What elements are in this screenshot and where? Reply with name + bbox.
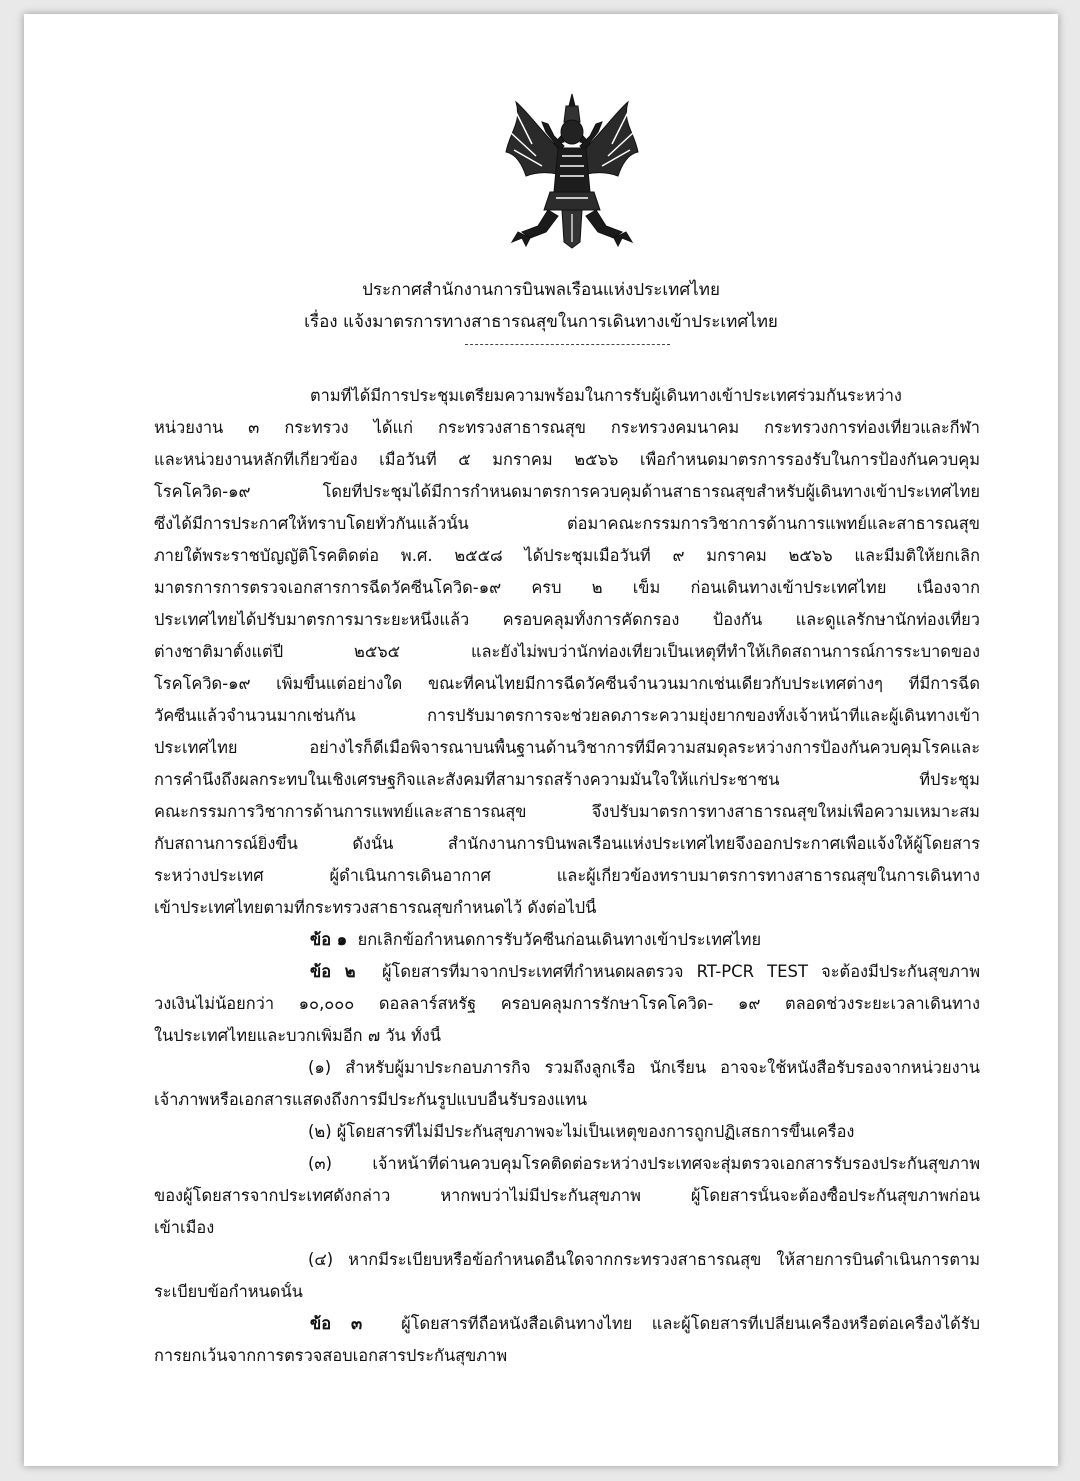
clause-3-number: ข้อ ๓ bbox=[310, 1314, 363, 1333]
paragraph-line: ประเทศไทยได้ปรับมาตรการมาระยะหนึ่งแล้ว ครอบคลุมทั้งการคัดกรอง ป้องกัน และดูแลรักษานักท่องเที่ยว bbox=[154, 610, 980, 629]
paragraph-line: ของผู้โดยสารจากประเทศดังกล่าว หากพบว่าไม่มีประกันสุขภาพ ผู้โดยสารนั้นจะต้องซื้อประกันสุขภาพก่อน bbox=[154, 1186, 980, 1205]
paragraph-line: เข้าประเทศไทยตามที่กระทรวงสาธารณสุขกำหนดไว้ ดังต่อไปนี้ bbox=[154, 898, 597, 917]
sub-item-1: (๑) สำหรับผู้มาประกอบภารกิจ รวมถึงลูกเรือ นักเรียน อาจจะใช้หนังสือรับรองจากหน่วยงาน bbox=[308, 1058, 980, 1077]
paragraph-line: และหน่วยงานหลักที่เกี่ยวข้อง เมื่อวันที่ ๕ มกราคม ๒๕๖๖ เพื่อกำหนดมาตรการรองรับในการป้องกันควบคุม bbox=[154, 450, 980, 469]
paragraph-line: คณะกรรมการวิชาการด้านการแพทย์และสาธารณสุข จึงปรับมาตรการทางสาธารณสุขใหม่เพื่อความเหมาะสม bbox=[154, 802, 980, 821]
paragraph-line: วงเงินไม่น้อยกว่า ๑๐,๐๐๐ ดอลลาร์สหรัฐ ครอบคลุมการรักษาโรคโควิด- ๑๙ ตลอดช่วงระยะเวลาเดินทาง bbox=[154, 994, 980, 1013]
clause-2-text: ผู้โดยสารที่มาจากประเทศที่กำหนดผลตรวจ RT-PCR TEST จะต้องมีประกันสุขภาพ bbox=[381, 962, 980, 981]
paragraph-line: การยกเว้นจากการตรวจสอบเอกสารประกันสุขภาพ bbox=[154, 1346, 508, 1365]
paragraph-line: โรคโควิด-๑๙ โดยที่ประชุมได้มีการกำหนดมาตรการควบคุมด้านสาธารณสุขสำหรับผู้เดินทางเข้าประเทศไทย bbox=[154, 482, 980, 501]
paragraph-line: วัคซีนแล้วจำนวนมากเช่นกัน การปรับมาตรการจะช่วยลดภาระความยุ่งยากของทั้งเจ้าหน้าที่และผู้เดินทางเข้า bbox=[154, 706, 980, 725]
paragraph-line: โรคโควิด-๑๙ เพิ่มขึ้นแต่อย่างใด ขณะที่คนไทยมีการฉีดวัคซีนจำนวนมากเช่นเดียวกับประเทศต่างๆ ที่มีการฉีด bbox=[154, 674, 980, 693]
paragraph-line: ตามที่ได้มีการประชุมเตรียมความพร้อมในการรับผู้เดินทางเข้าประเทศร่วมกันระหว่าง bbox=[310, 386, 902, 405]
clause-3-text: ผู้โดยสารที่ถือหนังสือเดินทางไทย และผู้โดยสารที่เปลี่ยนเครื่องหรือต่อเครื่องได้รับ bbox=[401, 1314, 980, 1333]
garuda-emblem bbox=[502, 92, 642, 250]
paragraph-line: ซึ่งได้มีการประกาศให้ทราบโดยทั่วกันแล้วนั้น ต่อมาคณะกรรมการวิชาการด้านการแพทย์และสาธารณสุข bbox=[154, 514, 980, 533]
paragraph-line: ระหว่างประเทศ ผู้ดำเนินการเดินอากาศ และผู้เกี่ยวข้องทราบมาตรการทางสาธารณสุขในการเดินทาง bbox=[154, 866, 980, 885]
clause-3 bbox=[310, 1314, 980, 1334]
paragraph-line: ประเทศไทย อย่างไรก็ดีเมื่อพิจารณาบนพื้นฐานด้านวิชาการที่มีความสมดุลระหว่างการป้องกันควบคุมโรคและ bbox=[154, 738, 980, 757]
sub-item-2: (๒) ผู้โดยสารที่ไม่มีประกันสุขภาพจะไม่เป็นเหตุของการถูกปฏิเสธการขึ้นเครื่อง bbox=[308, 1122, 855, 1141]
clause-2 bbox=[310, 962, 980, 982]
announcement-subject: เรื่อง แจ้งมาตรการทางสาธารณสุขในการเดินทางเข้าประเทศไทย bbox=[304, 312, 778, 332]
paragraph-line: กับสถานการณ์ยิ่งขึ้น ดังนั้น สำนักงานการบินพลเรือนแห่งประเทศไทยจึงออกประกาศเพื่อแจ้งให้ผู้โดยสาร bbox=[154, 834, 980, 853]
paragraph-line: มาตรการการตรวจเอกสารการฉีดวัคซีนโควิด-๑๙ ครบ ๒ เข็ม ก่อนเดินทางเข้าประเทศไทย เนื่องจาก bbox=[154, 578, 980, 597]
paragraph-line: เข้าเมือง bbox=[154, 1218, 215, 1237]
clause-1-number: ข้อ ๑ bbox=[310, 930, 348, 949]
paragraph-line: ในประเทศไทยและบวกเพิ่มอีก ๗ วัน ทั้งนี้ bbox=[154, 1026, 441, 1045]
clause-1-text: ยกเลิกข้อกำหนดการรับวัคซีนก่อนเดินทางเข้าประเทศไทย bbox=[357, 930, 762, 949]
paragraph-line: การคำนึงถึงผลกระทบในเชิงเศรษฐกิจและสังคมที่สามารถสร้างความมั่นใจให้แก่ประชาชน ที่ประชุม bbox=[154, 770, 980, 789]
clause-1 bbox=[310, 930, 980, 950]
title-divider bbox=[465, 344, 670, 345]
paragraph-line: หน่วยงาน ๓ กระทรวง ได้แก่ กระทรวงสาธารณสุข กระทรวงคมนาคม กระทรวงการท่องเที่ยวและกีฬา bbox=[154, 418, 980, 437]
paragraph-line: ระเบียบข้อกำหนดนั้น bbox=[154, 1282, 303, 1301]
paragraph-line: ต่างชาติมาตั้งแต่ปี ๒๕๖๕ และยังไม่พบว่านักท่องเที่ยวเป็นเหตุที่ทำให้เกิดสถานการณ์การระบาดของ bbox=[154, 642, 980, 661]
paragraph-line: เจ้าภาพหรือเอกสารแสดงถึงการมีประกันรูปแบบอื่นรับรองแทน bbox=[154, 1090, 588, 1109]
sub-item-4: (๔) หากมีระเบียบหรือข้อกำหนดอื่นใดจากกระทรวงสาธารณสุข ให้สายการบินดำเนินการตาม bbox=[308, 1250, 980, 1269]
paragraph-line: ภายใต้พระราชบัญญัติโรคติดต่อ พ.ศ. ๒๕๕๘ ได้ประชุมเมื่อวันที่ ๙ มกราคม ๒๕๖๖ และมีมติให้ยกเลิก bbox=[154, 546, 980, 565]
clause-2-number: ข้อ ๒ bbox=[310, 962, 356, 981]
announcement-title: ประกาศสำนักงานการบินพลเรือนแห่งประเทศไทย bbox=[362, 280, 720, 300]
sub-item-3: (๓) เจ้าหน้าที่ด่านควบคุมโรคติดต่อระหว่างประเทศจะสุ่มตรวจเอกสารรับรองประกันสุขภาพ bbox=[308, 1154, 980, 1173]
document-page bbox=[24, 14, 1058, 1466]
